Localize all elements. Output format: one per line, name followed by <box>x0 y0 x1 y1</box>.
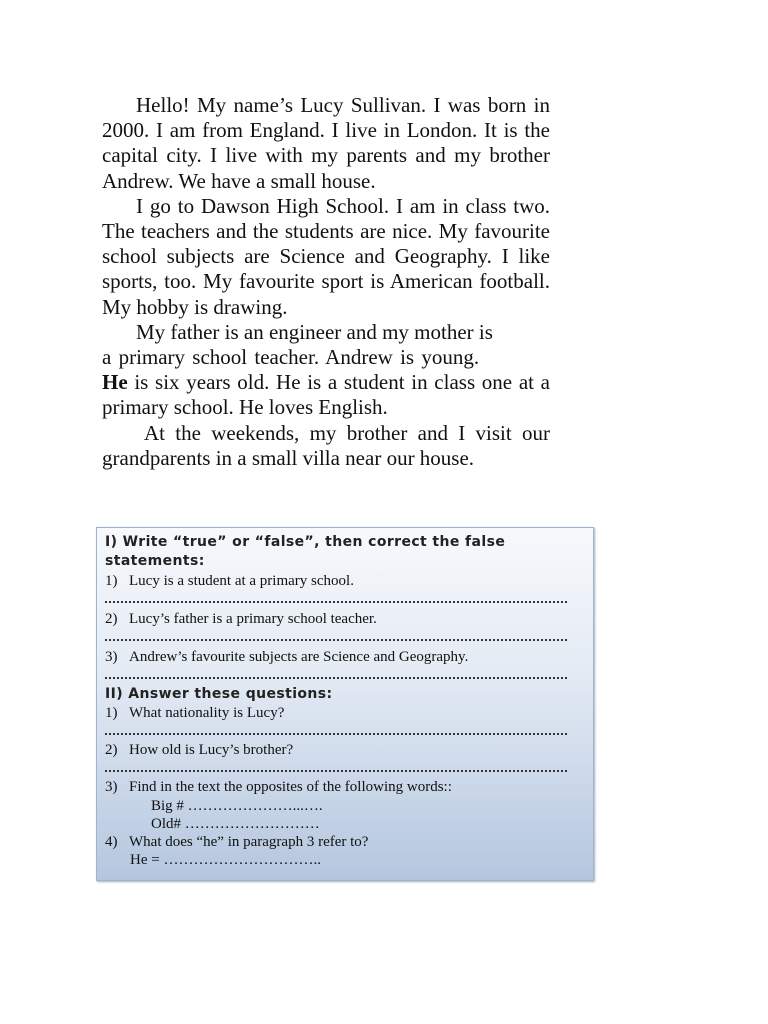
statement-2 <box>105 611 377 628</box>
exercise-box <box>96 527 594 881</box>
question-2-text: How old is Lucy’s brother? <box>129 742 294 758</box>
question-2-number: 2) <box>105 742 118 758</box>
answer-line-1[interactable] <box>105 599 567 603</box>
he-answer-line[interactable]: He = ………………………….. <box>130 852 321 868</box>
statement-1-number: 1) <box>105 573 118 589</box>
reading-passage <box>102 93 550 471</box>
paragraph-1: Hello! My name’s Lucy Sullivan. I was born in 2000. I am from England. I live in London. It is the capital city. I live with my parents and my brother Andrew. We have a small house. <box>102 93 550 193</box>
question-4-number: 4) <box>105 834 118 850</box>
answer-line-4[interactable] <box>105 731 567 735</box>
question-4-text: What does “he” in paragraph 3 refer to? <box>129 834 369 850</box>
paragraph-3-rest: is six years old. He is a student in class one at a primary school. He loves English. <box>102 370 550 420</box>
statement-3-text: Andrew’s favourite subjects are Science and Geography. <box>129 649 469 665</box>
answer-line-5[interactable] <box>105 768 567 772</box>
question-1-number: 1) <box>105 705 118 721</box>
paragraph-4: At the weekends, my brother and I visit our grandparents in a small villa near our house. <box>102 420 550 470</box>
statement-2-text: Lucy’s father is a primary school teacher. <box>129 611 377 627</box>
question-1-text: What nationality is Lucy? <box>129 705 285 721</box>
opposite-big[interactable]: Big # …………………...…. <box>151 798 323 814</box>
paragraph-2: I go to Dawson High School. I am in class two. The teachers and the students are nice. My favourite school subjects are Science and Geography. I like sports, too. My favourite sport is American football. My hobby is drawing. <box>102 193 550 319</box>
answer-line-2[interactable] <box>105 637 567 641</box>
paragraph-3-line-1: My father is an engineer and my mother is <box>136 319 493 344</box>
statement-1 <box>105 573 354 590</box>
paragraph-3-he-bold: He <box>102 370 128 395</box>
paragraph-3 <box>102 320 550 421</box>
statement-3 <box>105 649 468 666</box>
question-3-text: Find in the text the opposites of the following words:: <box>129 779 452 795</box>
section-1-title-line-1: I) Write “true” or “false”, then correct the false <box>105 534 506 550</box>
statement-2-number: 2) <box>105 611 118 627</box>
paragraph-3-line-2: a primary school teacher. Andrew is young. <box>102 345 480 370</box>
question-3 <box>105 779 452 796</box>
question-2 <box>105 742 293 759</box>
section-2-title: II) Answer these questions: <box>105 686 333 702</box>
answer-line-3[interactable] <box>105 675 567 679</box>
section-1-title-line-2: statements: <box>105 553 205 569</box>
question-1 <box>105 705 284 722</box>
question-4 <box>105 834 368 851</box>
statement-3-number: 3) <box>105 649 118 665</box>
question-3-number: 3) <box>105 779 118 795</box>
opposite-old[interactable]: Old# ……………………… <box>151 816 320 832</box>
statement-1-text: Lucy is a student at a primary school. <box>129 573 354 589</box>
